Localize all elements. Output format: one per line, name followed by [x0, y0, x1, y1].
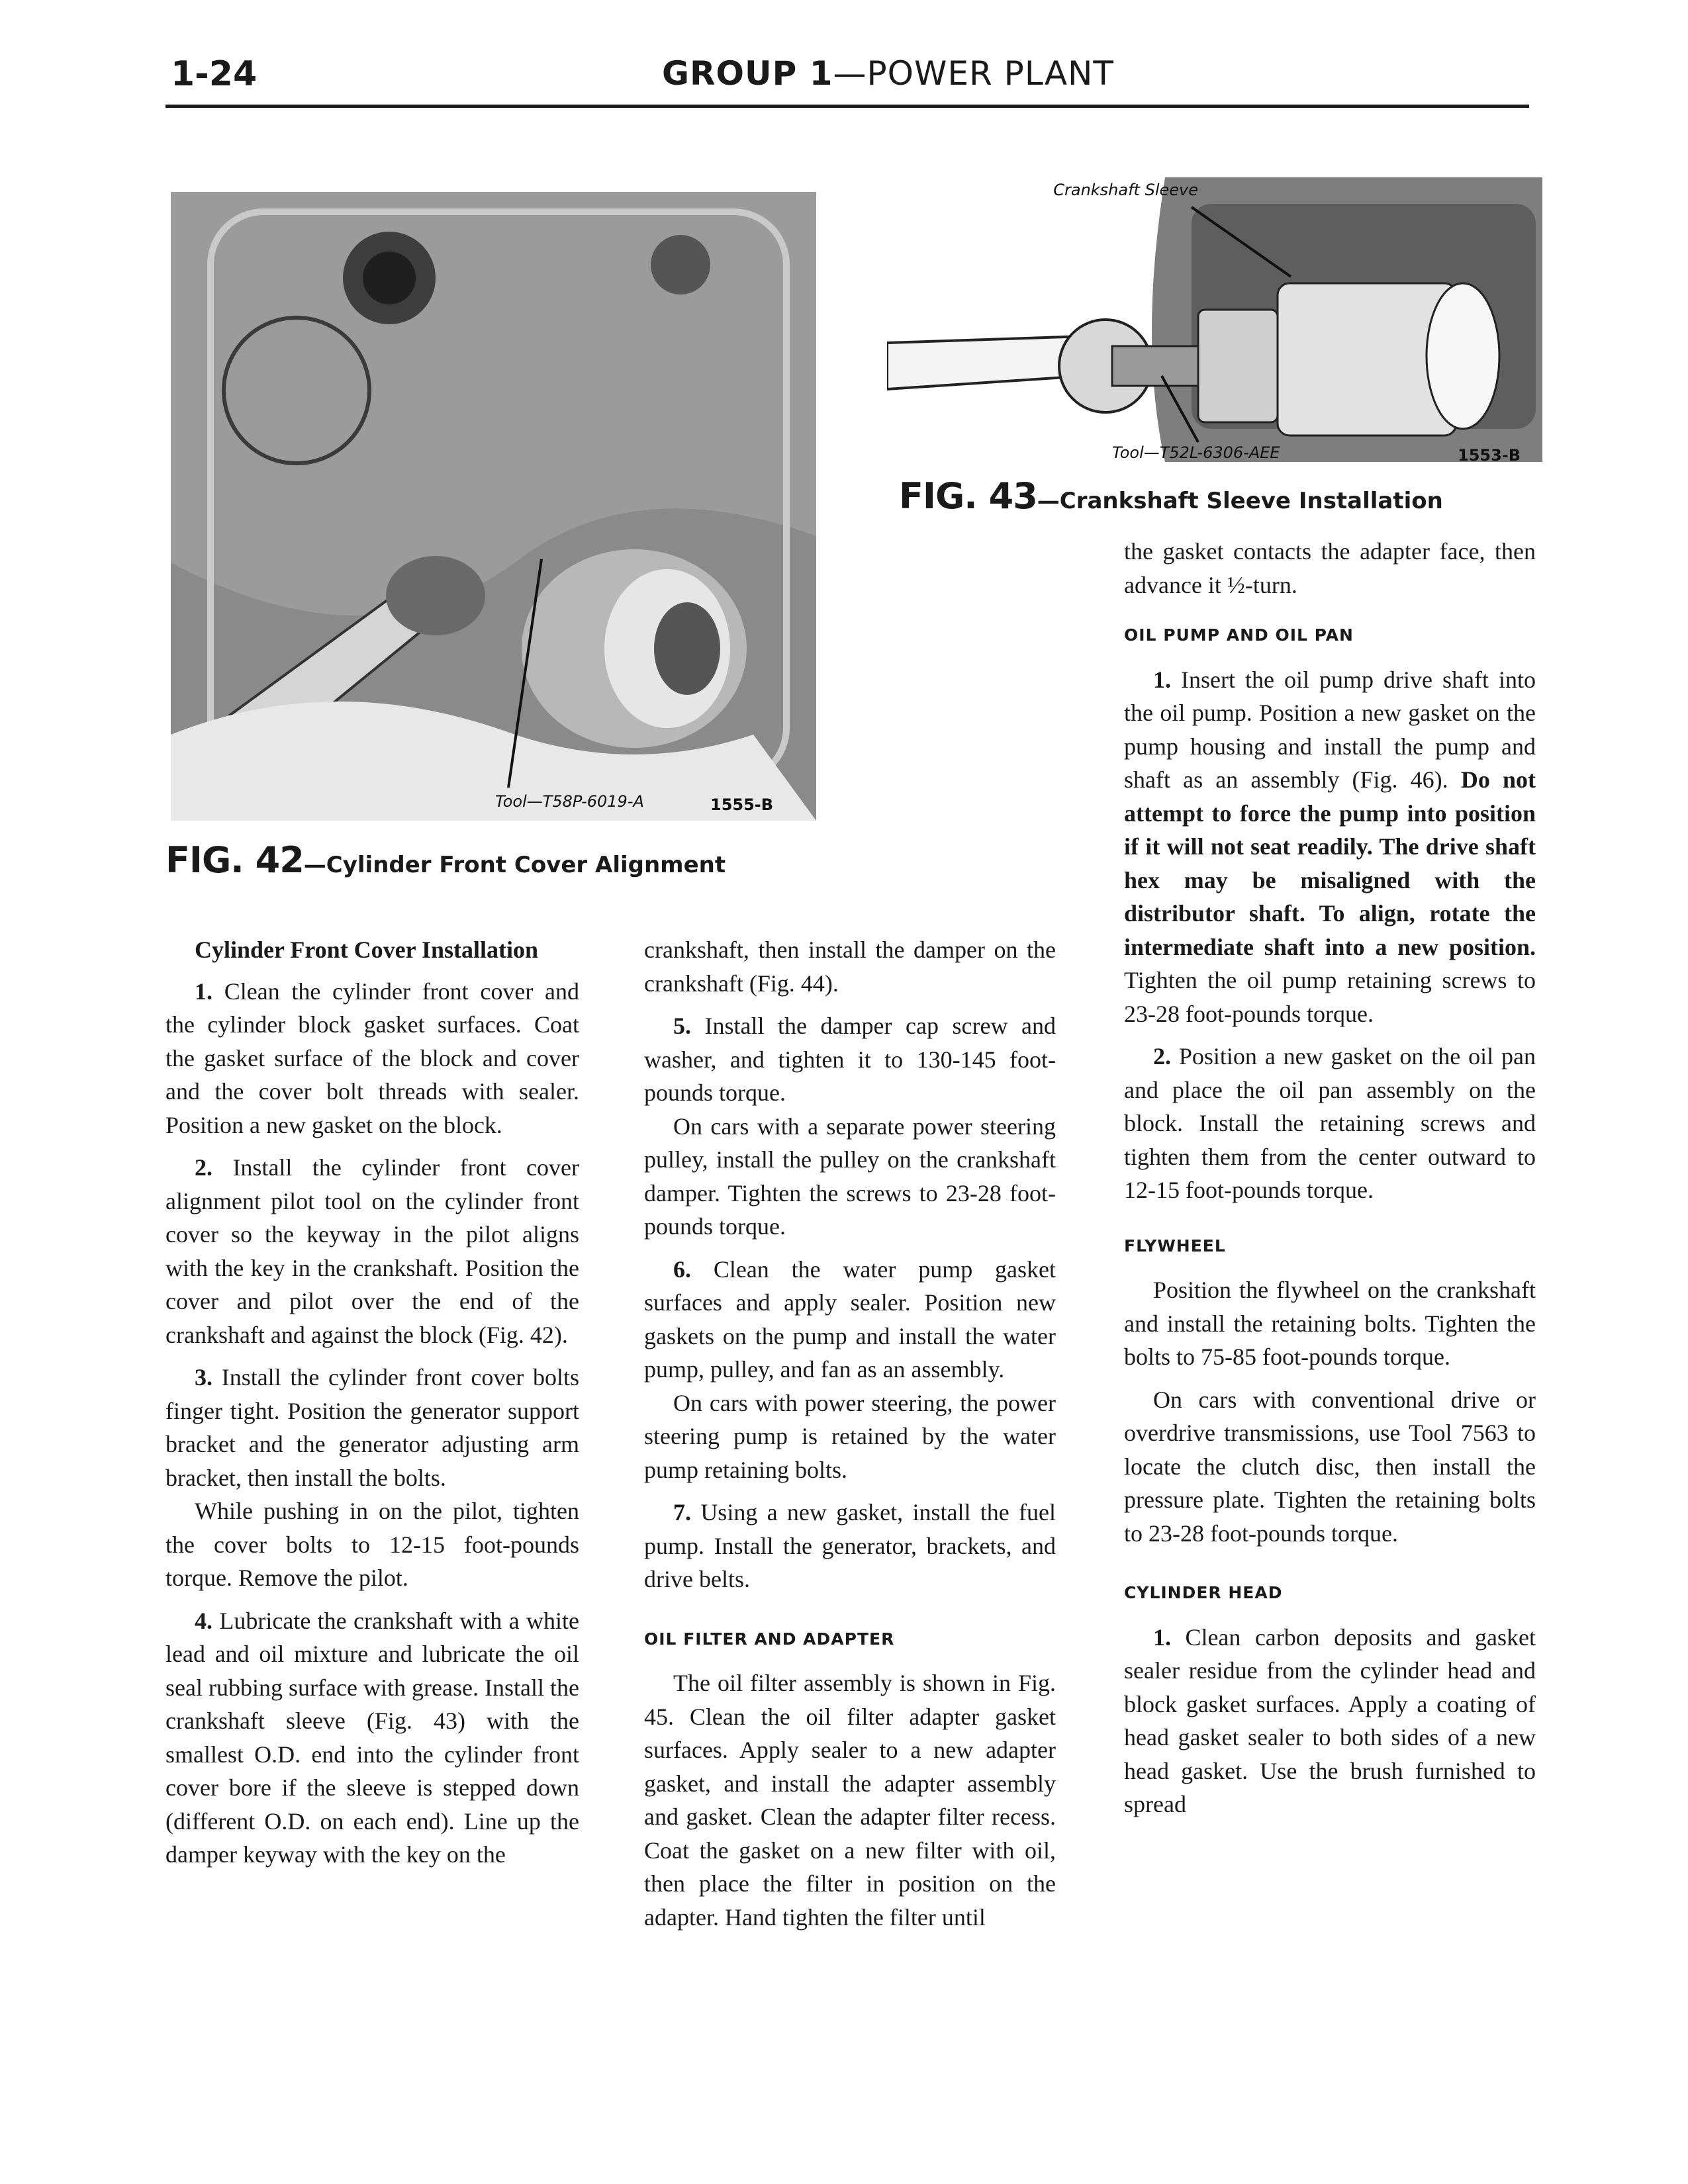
fig43-title: —Crankshaft Sleeve Installation	[1037, 488, 1443, 514]
fig42-code: 1555-B	[710, 796, 774, 814]
step-number: 1.	[195, 978, 212, 1005]
pump-step-1	[1124, 663, 1536, 1031]
step-warning: Do not attempt to force the pump into position if it will not seat readily. The drive shaft hex may be misaligned with the distributor shaft. To align, rotate the intermediate shaft into a new position.	[1124, 766, 1536, 960]
step-1	[165, 975, 579, 1142]
fig42-caption	[165, 839, 726, 881]
step-number: 2.	[195, 1154, 212, 1181]
text-column-3	[1124, 535, 1536, 1831]
fig42-title: —Cylinder Front Cover Alignment	[303, 852, 726, 878]
step-number: 7.	[673, 1499, 691, 1525]
text-column-2	[644, 933, 1056, 1943]
step-4	[165, 1604, 579, 1872]
flywheel-text-1: Position the flywheel on the crankshaft and install the retaining bolts. Tighten the bolts to 75-85 foot-pounds torque.	[1124, 1277, 1536, 1370]
heading-oil-pump: OIL PUMP AND OIL PAN	[1124, 625, 1354, 645]
fig43-caption	[899, 475, 1443, 517]
running-head	[662, 54, 1114, 93]
fig43-number: FIG. 43	[899, 475, 1037, 517]
step-text: Clean carbon deposits and gasket sealer residue from the cylinder head and block gasket surfaces. Apply a coating of head gasket sealer to both sides of a new head gasket. Use the brush furnished to spread	[1124, 1623, 1536, 1817]
header-rule	[165, 105, 1529, 108]
step-text: Position a new gasket on the oil pan and place the oil pan assembly on the block. Install the retaining screws and tighten them from the center outward to 12-15 foot-pounds torque.	[1124, 1043, 1536, 1203]
step-5-note: On cars with a separate power steering pulley, install the pulley on the crankshaft damper. Tighten the screws to 23-28 foot-pounds torque.	[644, 1113, 1056, 1240]
text-column-1	[165, 933, 579, 1881]
group-label: GROUP 1	[662, 54, 833, 93]
heading-front-cover-installation: Cylinder Front Cover Installation	[195, 936, 539, 963]
page-number: 1-24	[171, 54, 258, 94]
head-step-1	[1124, 1621, 1536, 1821]
flywheel-text-2: On cars with conventional drive or overdrive transmissions, use Tool 7563 to locate the clutch disc, then install the pressure plate. Tighten the retaining bolts to 23-28 foot-pounds torque.	[1124, 1386, 1536, 1547]
step-text: Tighten the oil pump retaining screws to 23-28 foot-pounds torque.	[1124, 967, 1536, 1027]
step-6	[644, 1253, 1056, 1387]
oil-filter-text: The oil filter assembly is shown in Fig. 45. Clean the oil filter adapter gasket surfaces. Apply sealer to a new adapter gasket, and install the adapter assembly and gasket. Clean the adapter filter recess. Coat the gasket on a new filter with oil, then place the filter in position on the adapter. Hand tighten the filter until	[644, 1670, 1056, 1931]
step-number: 1.	[1153, 1623, 1171, 1651]
heading-flywheel: FLYWHEEL	[1124, 1236, 1226, 1255]
fig43-tool-label: Tool—T52L-6306-AEE	[1112, 443, 1280, 462]
step-text: Using a new gasket, install the fuel pump. Install the generator, brackets, and drive belts.	[644, 1499, 1056, 1592]
crankshaft-sleeve-photo-icon	[887, 177, 1542, 475]
fig43-code: 1553-B	[1458, 446, 1521, 465]
step-7	[644, 1496, 1056, 1596]
step-6-note: On cars with power steering, the power steering pump is retained by the water pump retaining bolts.	[644, 1389, 1056, 1483]
step-number: 5.	[673, 1013, 691, 1039]
step-text: Clean the water pump gasket surfaces and apply sealer. Position new gaskets on the pump and install the water pump, pulley, and fan as an assembly.	[644, 1255, 1056, 1383]
continued-text: crankshaft, then install the damper on the crankshaft (Fig. 44).	[644, 936, 1056, 997]
step-number: 6.	[673, 1255, 691, 1283]
heading-oil-filter: OIL FILTER AND ADAPTER	[644, 1629, 895, 1649]
step-text: Insert the oil pump drive shaft into the oil pump. Position a new gasket on the pump housing and install the pump and shaft as an assembly (Fig. 46).	[1124, 666, 1536, 793]
continued-text: the gasket contacts the adapter face, then advance it ½-turn.	[1124, 538, 1536, 598]
step-text: Lubricate the crankshaft with a white lead and oil mixture and lubricate the oil seal rubbing surface with grease. Install the crankshaft sleeve (Fig. 43) with the smallest O.D. end into the cylinder front cover bore if the sleeve is stepped down (different O.D. on each end). Line up the damper keyway with the key on the	[165, 1607, 579, 1868]
fig42-photo	[171, 192, 816, 821]
step-3-note: While pushing in on the pilot, tighten the cover bolts to 12-15 foot-pounds torque. Remove the pilot.	[165, 1498, 579, 1591]
step-text: Install the cylinder front cover bolts finger tight. Position the generator support bracket and the generator adjusting arm bracket, then install the bolts.	[165, 1364, 580, 1491]
step-5	[644, 1009, 1056, 1110]
front-cover-alignment-photo-icon	[171, 192, 816, 821]
fig42-number: FIG. 42	[165, 839, 304, 881]
step-text: Install the damper cap screw and washer, and tighten it to 130-145 foot-pounds torque.	[644, 1013, 1056, 1106]
heading-cylinder-head: CYLINDER HEAD	[1124, 1583, 1283, 1602]
step-number: 3.	[195, 1364, 212, 1390]
step-2	[165, 1151, 579, 1351]
step-number: 2.	[1153, 1043, 1171, 1069]
fig43-sleeve-label: Crankshaft Sleeve	[1053, 181, 1198, 199]
step-text: Clean the cylinder front cover and the cylinder block gasket surfaces. Coat the gasket surface of the block and cover and the cover bolt threads with sealer. Position a new gasket on the block.	[165, 978, 579, 1138]
step-number: 4.	[195, 1607, 212, 1634]
step-number: 1.	[1153, 666, 1171, 693]
step-text: Install the cylinder front cover alignment pilot tool on the cylinder front cover so the keyway in the pilot aligns with the key in the crankshaft. Position the cover and pilot over the end of the crankshaft and against the block (Fig. 42).	[165, 1154, 579, 1348]
section-label: —POWER PLANT	[833, 54, 1114, 93]
pump-step-2	[1124, 1040, 1536, 1207]
fig43-photo	[887, 177, 1542, 475]
fig42-tool-label: Tool—T58P-6019-A	[495, 792, 644, 811]
step-3	[165, 1361, 579, 1494]
